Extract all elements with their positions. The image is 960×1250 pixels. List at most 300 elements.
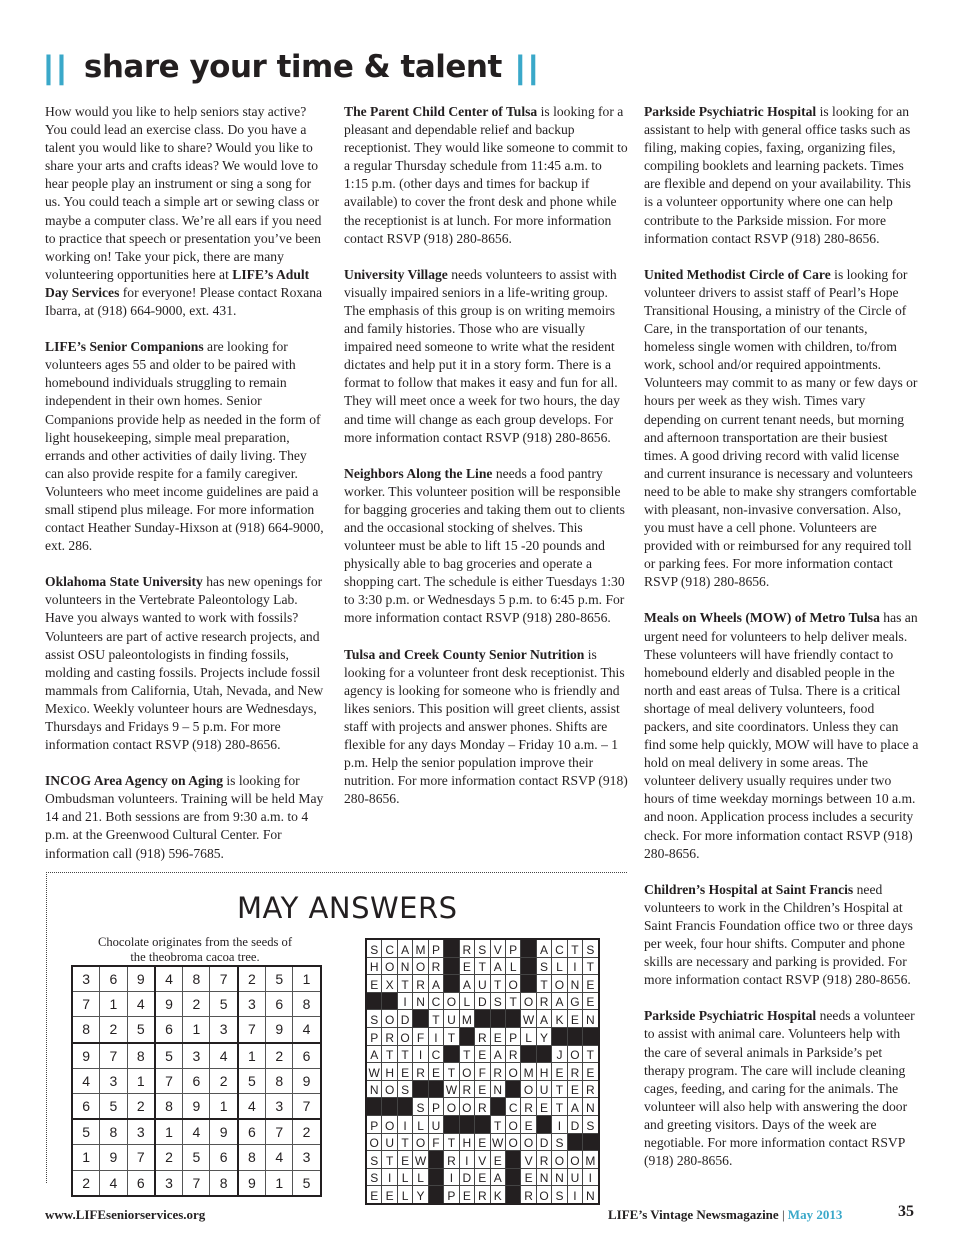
listing-org: LIFE’s Senior Companions <box>45 339 204 355</box>
crossword-cell: H <box>382 1063 397 1081</box>
sudoku-cell: 6 <box>100 966 127 992</box>
crossword-cell: E <box>366 1186 382 1204</box>
column-1 <box>45 103 327 881</box>
sudoku-cell: 7 <box>100 1043 127 1069</box>
crossword-cell: P <box>366 1115 382 1133</box>
sudoku-cell: 8 <box>127 1043 155 1069</box>
crossword-cell: S <box>552 1133 567 1151</box>
crossword-cell: H <box>536 1063 551 1081</box>
sudoku-cell: 7 <box>266 1119 293 1145</box>
listing-org: Children’s Hospital at Saint Francis <box>644 881 854 897</box>
crossword-block <box>382 1098 397 1116</box>
sudoku-cell: 4 <box>127 992 155 1017</box>
crossword-cell: R <box>444 1151 459 1169</box>
crossword-cell: E <box>490 1151 505 1169</box>
crossword-cell: O <box>366 1133 382 1151</box>
crossword-cell: A <box>490 1045 505 1063</box>
listing-text: are looking for volunteers ages 55 and older to be paired with homebound individuals struggling to remain independent in their own homes. Senior Companions provide help as needed in the form of light housekeeping, simple meal preparation, errands and other activities of daily living. They can also provide respite for a family caregiver. Volunteers who meet income guidelines are paid a small stipend plus mileage. For more information contact Heather Sunday-Hixson at (918) 664-9000, ext. 286. <box>45 339 324 554</box>
sudoku-cell: 5 <box>238 1068 266 1093</box>
crossword-cell: U <box>536 1080 551 1098</box>
crossword-cell: O <box>444 1098 459 1116</box>
listing <box>344 266 629 447</box>
crossword-cell: S <box>475 939 490 957</box>
listing-text: has new openings for volunteers in the Vertebrate Paleontology Lab. Have you always wanted to work with fossils? Volunteers are part of active research projects, and assist OSU paleontologists in finding fossils, molding and casting fossils. Projects include fossil mammals from California, Utah, Nevada, and New Mexico. Weekly volunteer hours are Wednesdays, Thursdays and Fridays 9 – 5 p.m. For more information contact RSVP (918) 280-8656. <box>45 574 324 753</box>
listing-text: is looking for volunteer drivers to assist staff of Pearl’s Hope Transitional Housing, a ministry of the Circle of Care, in the transportation of our tenants, homeless single women with children, to/from work, school and/or required appointments. Volunteers may commit to as many or few days or hours per week as they wish. Times vary depending on current tenant needs, but morning and afternoon transportation are their busiest times. A good driving record with valid license and current insurance is necessary and volunteers need to be able to make shy strangers comfortable with pleasant, non-invasive conversation. Also, you must have a cell phone. Volunteers are provided with or reimbursed for any required toll or parking fees. For more information contact RSVP (918) 280-8656. <box>644 266 918 590</box>
crossword-row <box>366 1063 599 1081</box>
crossword-cell: O <box>382 957 397 975</box>
sudoku-cell: 9 <box>155 992 183 1017</box>
sudoku-cell: 4 <box>266 1145 293 1170</box>
listing-org: United Methodist Circle of Care <box>644 266 831 282</box>
crossword-cell: O <box>505 1063 520 1081</box>
crossword-cell: A <box>567 1098 582 1116</box>
sudoku-cell: 3 <box>293 1145 321 1170</box>
crossword-block <box>505 1186 520 1204</box>
sudoku-cell: 7 <box>183 1170 210 1196</box>
crossword-block <box>583 1133 599 1151</box>
crossword-row <box>366 939 599 957</box>
listing-org: Oklahoma State University <box>45 574 203 590</box>
sudoku-cell: 2 <box>238 966 266 992</box>
crossword-cell: T <box>382 1151 397 1169</box>
sudoku-row <box>72 1170 321 1196</box>
listing <box>45 338 327 555</box>
listing <box>45 573 327 754</box>
crossword-cell: T <box>428 1010 443 1028</box>
crossword-cell: E <box>475 1133 490 1151</box>
crossword-cell: N <box>583 1010 599 1028</box>
crossword-cell: C <box>505 1098 520 1116</box>
sudoku-row <box>72 1017 321 1043</box>
header-bars-left: || <box>44 48 70 85</box>
crossword-block <box>490 1098 505 1116</box>
crossword-block <box>366 1098 382 1116</box>
sudoku-cell: 5 <box>72 1119 100 1145</box>
crossword-block <box>567 1133 582 1151</box>
crossword-cell: R <box>475 1186 490 1204</box>
crossword-cell: L <box>413 1168 428 1186</box>
crossword-cell: T <box>459 1045 474 1063</box>
listing-org: Meals on Wheels (MOW) of Metro Tulsa <box>644 610 880 626</box>
sudoku-cell: 9 <box>238 1170 266 1196</box>
crossword-cell: K <box>552 1010 567 1028</box>
crossword-block <box>505 1010 520 1028</box>
sudoku-cell: 1 <box>127 1068 155 1093</box>
sudoku-cell: 8 <box>238 1145 266 1170</box>
crossword-cell: D <box>397 1010 412 1028</box>
crossword-cell: S <box>536 957 551 975</box>
crossword-cell: R <box>490 1063 505 1081</box>
sudoku-cell: 8 <box>293 992 321 1017</box>
crossword-cell: E <box>567 1010 582 1028</box>
sudoku-cell: 1 <box>210 1093 238 1119</box>
listing-text: How would you like to help seniors stay active? You could lead an exercise class. Do you have a talent you would like to share? Would you like to share your arts and crafts ideas? We would love to hear people play an instrument or sing a song for us. You could teach a simple art or sewing class or maybe a computer class. We’re all ears if you need to practice that speech or presentation you’ve been working on! Take your pick, there are many volunteering opportunities here at <box>45 104 322 282</box>
listing <box>344 465 629 628</box>
crossword-cell: C <box>428 992 443 1010</box>
listing-org: The Parent Child Center of Tulsa <box>344 104 538 119</box>
may-answers-box <box>46 872 627 1203</box>
sudoku-cell: 3 <box>72 966 100 992</box>
crossword-cell: E <box>552 1063 567 1081</box>
chocolate-answer <box>65 935 325 965</box>
sudoku-cell: 8 <box>155 1093 183 1119</box>
crossword-block <box>521 939 536 957</box>
sudoku-cell: 6 <box>210 1145 238 1170</box>
sudoku-cell: 9 <box>127 966 155 992</box>
crossword-cell: I <box>567 957 582 975</box>
sudoku-cell: 6 <box>266 992 293 1017</box>
listing-org: University Village <box>344 266 448 282</box>
sudoku-cell: 5 <box>127 1017 155 1043</box>
crossword-cell: U <box>428 1115 443 1133</box>
crossword-cell: W <box>366 1063 382 1081</box>
crossword-block <box>536 1045 551 1063</box>
crossword-cell: R <box>536 1151 551 1169</box>
crossword-cell: D <box>536 1133 551 1151</box>
listing <box>45 103 327 320</box>
crossword-cell: O <box>521 1080 536 1098</box>
crossword-cell: W <box>490 1133 505 1151</box>
sudoku-row <box>72 1119 321 1145</box>
sudoku-cell: 6 <box>155 1017 183 1043</box>
crossword-cell: H <box>459 1133 474 1151</box>
sudoku-cell: 3 <box>155 1170 183 1196</box>
sudoku-cell: 4 <box>238 1093 266 1119</box>
crossword-cell: W <box>521 1010 536 1028</box>
listing <box>644 103 920 248</box>
crossword-cell: E <box>428 1063 443 1081</box>
crossword-cell: O <box>552 1151 567 1169</box>
crossword-block <box>475 1115 490 1133</box>
crossword-cell: R <box>459 1080 474 1098</box>
crossword-cell: R <box>382 1027 397 1045</box>
crossword-block <box>444 1045 459 1063</box>
crossword-block <box>444 1115 459 1133</box>
footer-website[interactable]: www.LIFEseniorservices.org <box>45 1207 206 1222</box>
crossword-cell: W <box>413 1151 428 1169</box>
listing-org: Parkside Psychiatric Hospital <box>644 1008 817 1024</box>
listing <box>344 103 629 248</box>
sudoku-cell: 5 <box>183 1145 210 1170</box>
listing <box>644 1007 920 1170</box>
crossword-cell: F <box>475 1063 490 1081</box>
crossword-cell: I <box>397 992 412 1010</box>
sudoku-cell: 1 <box>100 992 127 1017</box>
crossword-cell: S <box>413 1098 428 1116</box>
crossword-cell: T <box>583 1045 599 1063</box>
crossword-block <box>428 1080 443 1098</box>
listing <box>644 609 920 862</box>
sudoku-cell: 2 <box>266 1043 293 1069</box>
crossword-row <box>366 1133 599 1151</box>
listing-text: for everyone! Please contact Roxana Ibarra, at (918) 664-9000, ext. 431. <box>45 284 323 319</box>
sudoku-cell: 3 <box>210 1017 238 1043</box>
listing-org: Tulsa and Creek County Senior Nutrition <box>344 646 585 662</box>
crossword-cell: N <box>552 1168 567 1186</box>
crossword-block <box>459 1115 474 1133</box>
crossword-cell: N <box>397 957 412 975</box>
sudoku-row <box>72 1068 321 1093</box>
crossword-cell: R <box>521 1098 536 1116</box>
crossword-block <box>567 1027 582 1045</box>
crossword-cell: I <box>583 1168 599 1186</box>
crossword-cell: P <box>428 1098 443 1116</box>
crossword-cell: X <box>382 975 397 993</box>
crossword-row <box>366 1045 599 1063</box>
crossword-cell: E <box>490 1027 505 1045</box>
listing-text: needs a food pantry worker. This volunteer position will be responsible for bagging groceries and taking them out to clients and the occasional stocking of shelves. This volunteer must be able to lift 15 -20 pounds and physically able to bag groceries and operate a shopping cart. The schedule is either Tuesdays 1:30 to 3:30 p.m. or Wednesdays 5 p.m. to 6:45 p.m. For more information contact RSVP (918) 280-8656. <box>344 465 625 626</box>
crossword-cell: N <box>413 992 428 1010</box>
crossword-cell: R <box>567 1063 582 1081</box>
crossword-block <box>521 975 536 993</box>
sudoku-cell: 4 <box>293 1017 321 1043</box>
crossword-cell: O <box>505 1133 520 1151</box>
crossword-cell: T <box>552 1098 567 1116</box>
crossword-block <box>366 992 382 1010</box>
crossword-cell: S <box>366 939 382 957</box>
crossword-row <box>366 1115 599 1133</box>
crossword-cell: N <box>583 1098 599 1116</box>
crossword-cell: T <box>490 1115 505 1133</box>
crossword-cell: R <box>475 1098 490 1116</box>
crossword-block <box>536 1115 551 1133</box>
crossword-block <box>413 1010 428 1028</box>
crossword-block <box>428 1186 443 1204</box>
crossword-cell: V <box>475 1151 490 1169</box>
sudoku-cell: 7 <box>72 992 100 1017</box>
sudoku-cell: 4 <box>210 1043 238 1069</box>
crossword-cell: N <box>490 1080 505 1098</box>
crossword-cell: R <box>583 1080 599 1098</box>
crossword-block <box>397 1098 412 1116</box>
sudoku-cell: 8 <box>266 1068 293 1093</box>
sudoku-cell: 2 <box>72 1170 100 1196</box>
crossword-row <box>366 1098 599 1116</box>
crossword-cell: E <box>459 957 474 975</box>
sudoku-cell: 7 <box>210 966 238 992</box>
crossword-cell: R <box>413 975 428 993</box>
page-title: share your time & talent <box>83 49 502 85</box>
column-2 <box>344 103 629 826</box>
sudoku-cell: 1 <box>238 1043 266 1069</box>
crossword-row <box>366 975 599 993</box>
crossword-cell: A <box>459 975 474 993</box>
listing-text: needs volunteers to assist with visually impaired seniors in a life-writing group. The emphasis of this group is on writing memoirs and family histories. Those who are visually impaired need someone to write what the resident dictates and help put it in a story form. There is a format to follow that makes it easy and fun for all. They will meet once a week for two hours, the day and time will change as each group develops. For more information contact RSVP (918) 280-8656. <box>344 266 620 445</box>
crossword-cell: O <box>521 992 536 1010</box>
crossword-cell: O <box>505 1115 520 1133</box>
crossword-cell: P <box>366 1027 382 1045</box>
crossword-row <box>366 1186 599 1204</box>
sudoku-cell: 1 <box>266 1170 293 1196</box>
crossword-cell: E <box>583 975 599 993</box>
crossword-cell: O <box>444 992 459 1010</box>
sudoku-cell: 7 <box>155 1068 183 1093</box>
crossword-cell: M <box>521 1063 536 1081</box>
crossword-cell: T <box>444 1133 459 1151</box>
sudoku-row <box>72 1093 321 1119</box>
magazine-name: LIFE’s Vintage Newsmagazine <box>608 1207 779 1222</box>
page-number: 35 <box>898 1203 914 1220</box>
crossword-row <box>366 1010 599 1028</box>
crossword-block <box>475 1010 490 1028</box>
crossword-cell: T <box>567 939 582 957</box>
sudoku-cell: 3 <box>266 1093 293 1119</box>
crossword-cell: E <box>583 992 599 1010</box>
sudoku-cell: 2 <box>293 1119 321 1145</box>
crossword-cell: E <box>459 1186 474 1204</box>
header-bars-right: || <box>515 48 542 85</box>
sudoku-cell: 1 <box>72 1145 100 1170</box>
crossword-cell: O <box>459 1098 474 1116</box>
sudoku-row <box>72 1043 321 1069</box>
crossword-cell: O <box>505 975 520 993</box>
sudoku-cell: 6 <box>293 1043 321 1069</box>
sudoku-cell: 7 <box>238 1017 266 1043</box>
crossword-cell: P <box>505 1027 520 1045</box>
crossword-cell: T <box>397 975 412 993</box>
footer-magazine <box>608 1207 842 1223</box>
crossword-cell: M <box>413 939 428 957</box>
crossword-cell: U <box>475 975 490 993</box>
crossword-cell: R <box>428 957 443 975</box>
crossword-cell: O <box>536 1186 551 1204</box>
crossword-cell: R <box>413 1063 428 1081</box>
sudoku-cell: 9 <box>72 1043 100 1069</box>
crossword-cell: V <box>490 939 505 957</box>
sudoku-cell: 1 <box>293 966 321 992</box>
sudoku-grid <box>71 965 322 1197</box>
listing-text: needs a volunteer to assist with animal care. Volunteers help with the care of several animals in Parkside’s pet therapy program. The care will include cleaning cages, feeding, and caring for the animals. The volunteer will also help with answering the door and greeting visitors. Days of the week are negotiable. For more information contact RSVP (918) 280-8656. <box>644 1008 915 1169</box>
crossword-cell: T <box>552 1080 567 1098</box>
crossword-block <box>459 1027 474 1045</box>
crossword-cell: E <box>521 1168 536 1186</box>
sudoku-cell: 2 <box>155 1145 183 1170</box>
crossword-cell: R <box>505 1045 520 1063</box>
sudoku-row <box>72 992 321 1017</box>
crossword-cell: T <box>583 957 599 975</box>
crossword-cell: S <box>366 1010 382 1028</box>
crossword-cell: P <box>444 1186 459 1204</box>
sudoku-cell: 4 <box>72 1068 100 1093</box>
crossword-cell: K <box>490 1186 505 1204</box>
crossword-block <box>505 1168 520 1186</box>
crossword-cell: H <box>366 957 382 975</box>
crossword-cell: N <box>583 1186 599 1204</box>
sudoku-cell: 5 <box>293 1170 321 1196</box>
crossword-cell: E <box>475 1045 490 1063</box>
crossword-cell: T <box>444 1063 459 1081</box>
crossword-cell: O <box>459 1063 474 1081</box>
crossword-cell: L <box>505 957 520 975</box>
listing-org: Parkside Psychiatric Hospital <box>644 104 817 119</box>
crossword-cell: O <box>567 1151 582 1169</box>
crossword-cell: O <box>552 975 567 993</box>
crossword-block <box>505 1151 520 1169</box>
crossword-block <box>444 975 459 993</box>
listing <box>45 772 327 862</box>
crossword-cell: E <box>366 975 382 993</box>
crossword-row <box>366 1151 599 1169</box>
sudoku-cell: 7 <box>293 1093 321 1119</box>
sudoku-cell: 5 <box>266 966 293 992</box>
listing-text: is looking for an assistant to help with general office tasks such as filing, making copies, faxing, organizing files, compiling booklets and learning packets. Times are flexible and depend on your availability. This is a volunteer opportunity where one can help contribute to the Parkside mission. For more information contact RSVP (918) 280-8656. <box>644 104 911 246</box>
crossword-block <box>444 939 459 957</box>
crossword-cell: D <box>567 1115 582 1133</box>
crossword-cell: U <box>382 1133 397 1151</box>
crossword-cell: O <box>382 1010 397 1028</box>
crossword-cell: E <box>567 1080 582 1098</box>
crossword-cell: C <box>382 939 397 957</box>
crossword-cell: I <box>413 1045 428 1063</box>
sudoku-cell: 9 <box>210 1119 238 1145</box>
crossword-cell: V <box>521 1151 536 1169</box>
crossword-cell: N <box>567 975 582 993</box>
crossword-cell: O <box>382 1080 397 1098</box>
crossword-cell: A <box>490 957 505 975</box>
crossword-cell: N <box>366 1080 382 1098</box>
crossword-cell: F <box>413 1027 428 1045</box>
crossword-cell: T <box>444 1027 459 1045</box>
sudoku-cell: 5 <box>210 992 238 1017</box>
crossword-cell: S <box>366 1151 382 1169</box>
sudoku-cell: 2 <box>183 992 210 1017</box>
crossword-cell: C <box>552 939 567 957</box>
crossword-cell: S <box>583 1115 599 1133</box>
crossword-row <box>366 1027 599 1045</box>
crossword-row <box>366 1080 599 1098</box>
crossword-grid <box>365 938 600 1205</box>
crossword-cell: O <box>397 1027 412 1045</box>
crossword-cell: O <box>567 1045 582 1063</box>
crossword-cell: I <box>567 1186 582 1204</box>
crossword-row <box>366 957 599 975</box>
crossword-block <box>583 1027 599 1045</box>
sudoku-cell: 8 <box>210 1170 238 1196</box>
crossword-cell: E <box>397 1063 412 1081</box>
sudoku-cell: 3 <box>127 1119 155 1145</box>
crossword-cell: I <box>444 1168 459 1186</box>
crossword-cell: W <box>444 1080 459 1098</box>
sudoku-cell: 7 <box>127 1145 155 1170</box>
crossword-cell: L <box>521 1027 536 1045</box>
sudoku-cell: 2 <box>127 1093 155 1119</box>
crossword-cell: T <box>382 1045 397 1063</box>
crossword-cell: A <box>536 939 551 957</box>
crossword-cell: C <box>428 1045 443 1063</box>
sudoku-cell: 9 <box>100 1145 127 1170</box>
crossword-cell: E <box>521 1115 536 1133</box>
crossword-cell: R <box>536 992 551 1010</box>
sudoku-cell: 9 <box>183 1093 210 1119</box>
sudoku-cell: 8 <box>183 966 210 992</box>
crossword-cell: L <box>397 1168 412 1186</box>
crossword-cell: A <box>490 1168 505 1186</box>
crossword-cell: A <box>397 939 412 957</box>
listing-text: is looking for a volunteer front desk receptionist. This agency is looking for someone who is friendly and likes seniors. This position will greet clients, assist staff with projects and answer phones. Shifts are flexible for any days Monday – Friday 10 a.m. – 1 p.m. Help the senior population improve their nutrition. For more information contact RSVP (918) 280-8656. <box>344 646 628 807</box>
crossword-row <box>366 1168 599 1186</box>
crossword-cell: D <box>475 992 490 1010</box>
crossword-cell: F <box>428 1133 443 1151</box>
listing-text: is looking for a pleasant and dependable relief and backup receptionist. They would like someone to commit to a regular Thursday schedule from 11:45 a.m. to 1:15 p.m. (other days and times for backup if available) to cover the front desk and phone while the receptionist is at lunch. For more information contact RSVP (918) 280-8656. <box>344 104 628 246</box>
crossword-cell: J <box>552 1045 567 1063</box>
crossword-block <box>428 1151 443 1169</box>
listing <box>644 881 920 990</box>
listing-text: has an urgent need for volunteers to help deliver meals. These volunteers will have friendly contact to homebound elderly and disabled people in the north and east areas of Tulsa. There is a critical shortage of meal delivery volunteers, food packers, and site coordinators. Unless they can find some help quickly, MOW will have to place a hold on meal delivery in some areas. The volunteer delivery usually requires under two hours of time weekday mornings between 10 a.m. and noon. Application process includes a security check. For more information contact RSVP (918) 280-8656. <box>644 610 919 861</box>
answers-title: MAY ANSWERS <box>237 891 458 925</box>
chocolate-line-2: the theobroma cacoa tree. <box>130 950 260 964</box>
crossword-cell: E <box>475 1080 490 1098</box>
crossword-block <box>428 1168 443 1186</box>
